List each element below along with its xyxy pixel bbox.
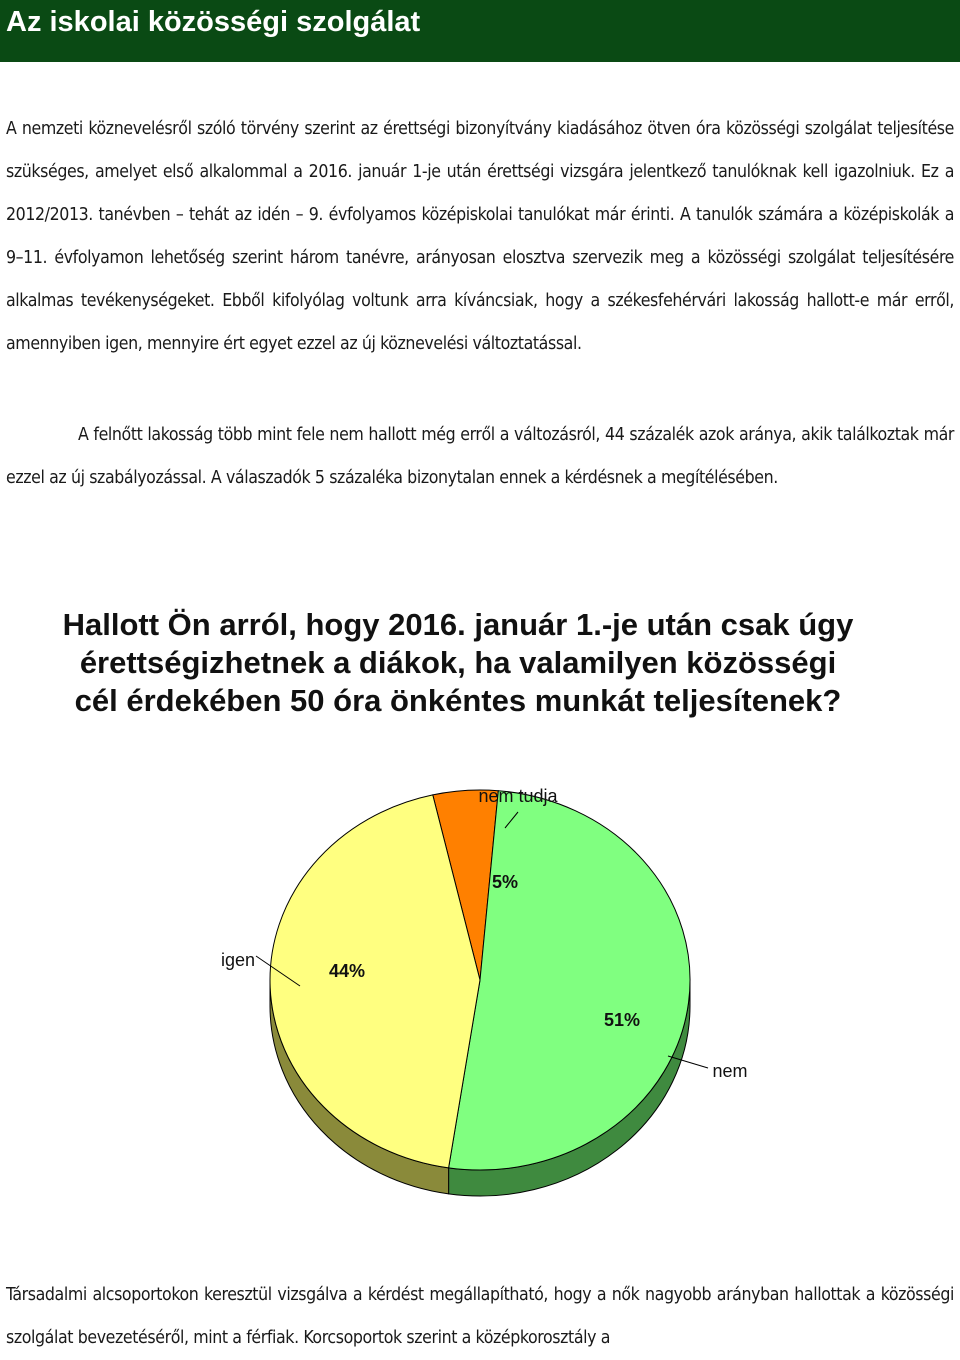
intro-paragraph: A nemzeti köznevelésről szóló törvény szerint az érettségi bizonyítvány kiadásához ötven óra közösségi szolgálat teljesítése szükséges, amelyet első alkalommal a 2016. január 1-je után érettségi vizsgára jelentkező tanulóknak kell igazolniuk. Ez a 2012/2013. tanévben – tehát az idén – 9. évfolyamos középiskolai tanulókat már érinti. A tanulók számára a középiskolák a 9–11. évfolyamon lehetőség szerint három tanévre, arányosan elosztva szervezik meg a közösségi szolgálat teljesítésére alkalmas tevékenységeket. Ebből kifolyólag voltunk arra kíváncsiak, hogy a székesfehérvári lakosság hallott-e már erről, amennyiben igen, mennyire ért egyet ezzel az új köznevelési változtatással. bbox=[6, 119, 954, 354]
slice-label-nem: nem bbox=[712, 1061, 748, 1081]
slice-percent-igen: 44% bbox=[328, 961, 366, 981]
page-title: Az iskolai közösségi szolgálat bbox=[6, 6, 421, 38]
summary-paragraph: A felnőtt lakosság több mint fele nem hallott még erről a változásról, 44 százalék azok aránya, akik találkoztak már ezzel az új szabályozással. A válaszadók 5 százaléka bizonytalan ennek a kérdésnek a megítélésében. bbox=[6, 425, 954, 488]
pie-chart bbox=[0, 770, 960, 1240]
slice-label-igen: igen bbox=[220, 950, 256, 970]
header-bar bbox=[0, 0, 960, 62]
subgroup-paragraph: Társadalmi alcsoportokon keresztül vizsgálva a kérdést megállapítható, hogy a nők nagyobb arányban hallottak a közösségi szolgálat bevezetéséről, mint a férfiak. Korcsoportok szerint a középkorosztály a bbox=[6, 1285, 954, 1348]
slice-percent-nem: 51% bbox=[603, 1010, 641, 1030]
chart-title: Hallott Ön arról, hogy 2016. január 1.-je után csak úgy érettségizhetnek a diákok, ha valamilyen közösségi cél érdekében 50 óra önkéntes munkát teljesítenek? bbox=[62, 607, 854, 718]
slice-percent-nem-tudja: 5% bbox=[491, 872, 519, 892]
slice-label-nem-tudja: nem tudja bbox=[478, 786, 558, 806]
